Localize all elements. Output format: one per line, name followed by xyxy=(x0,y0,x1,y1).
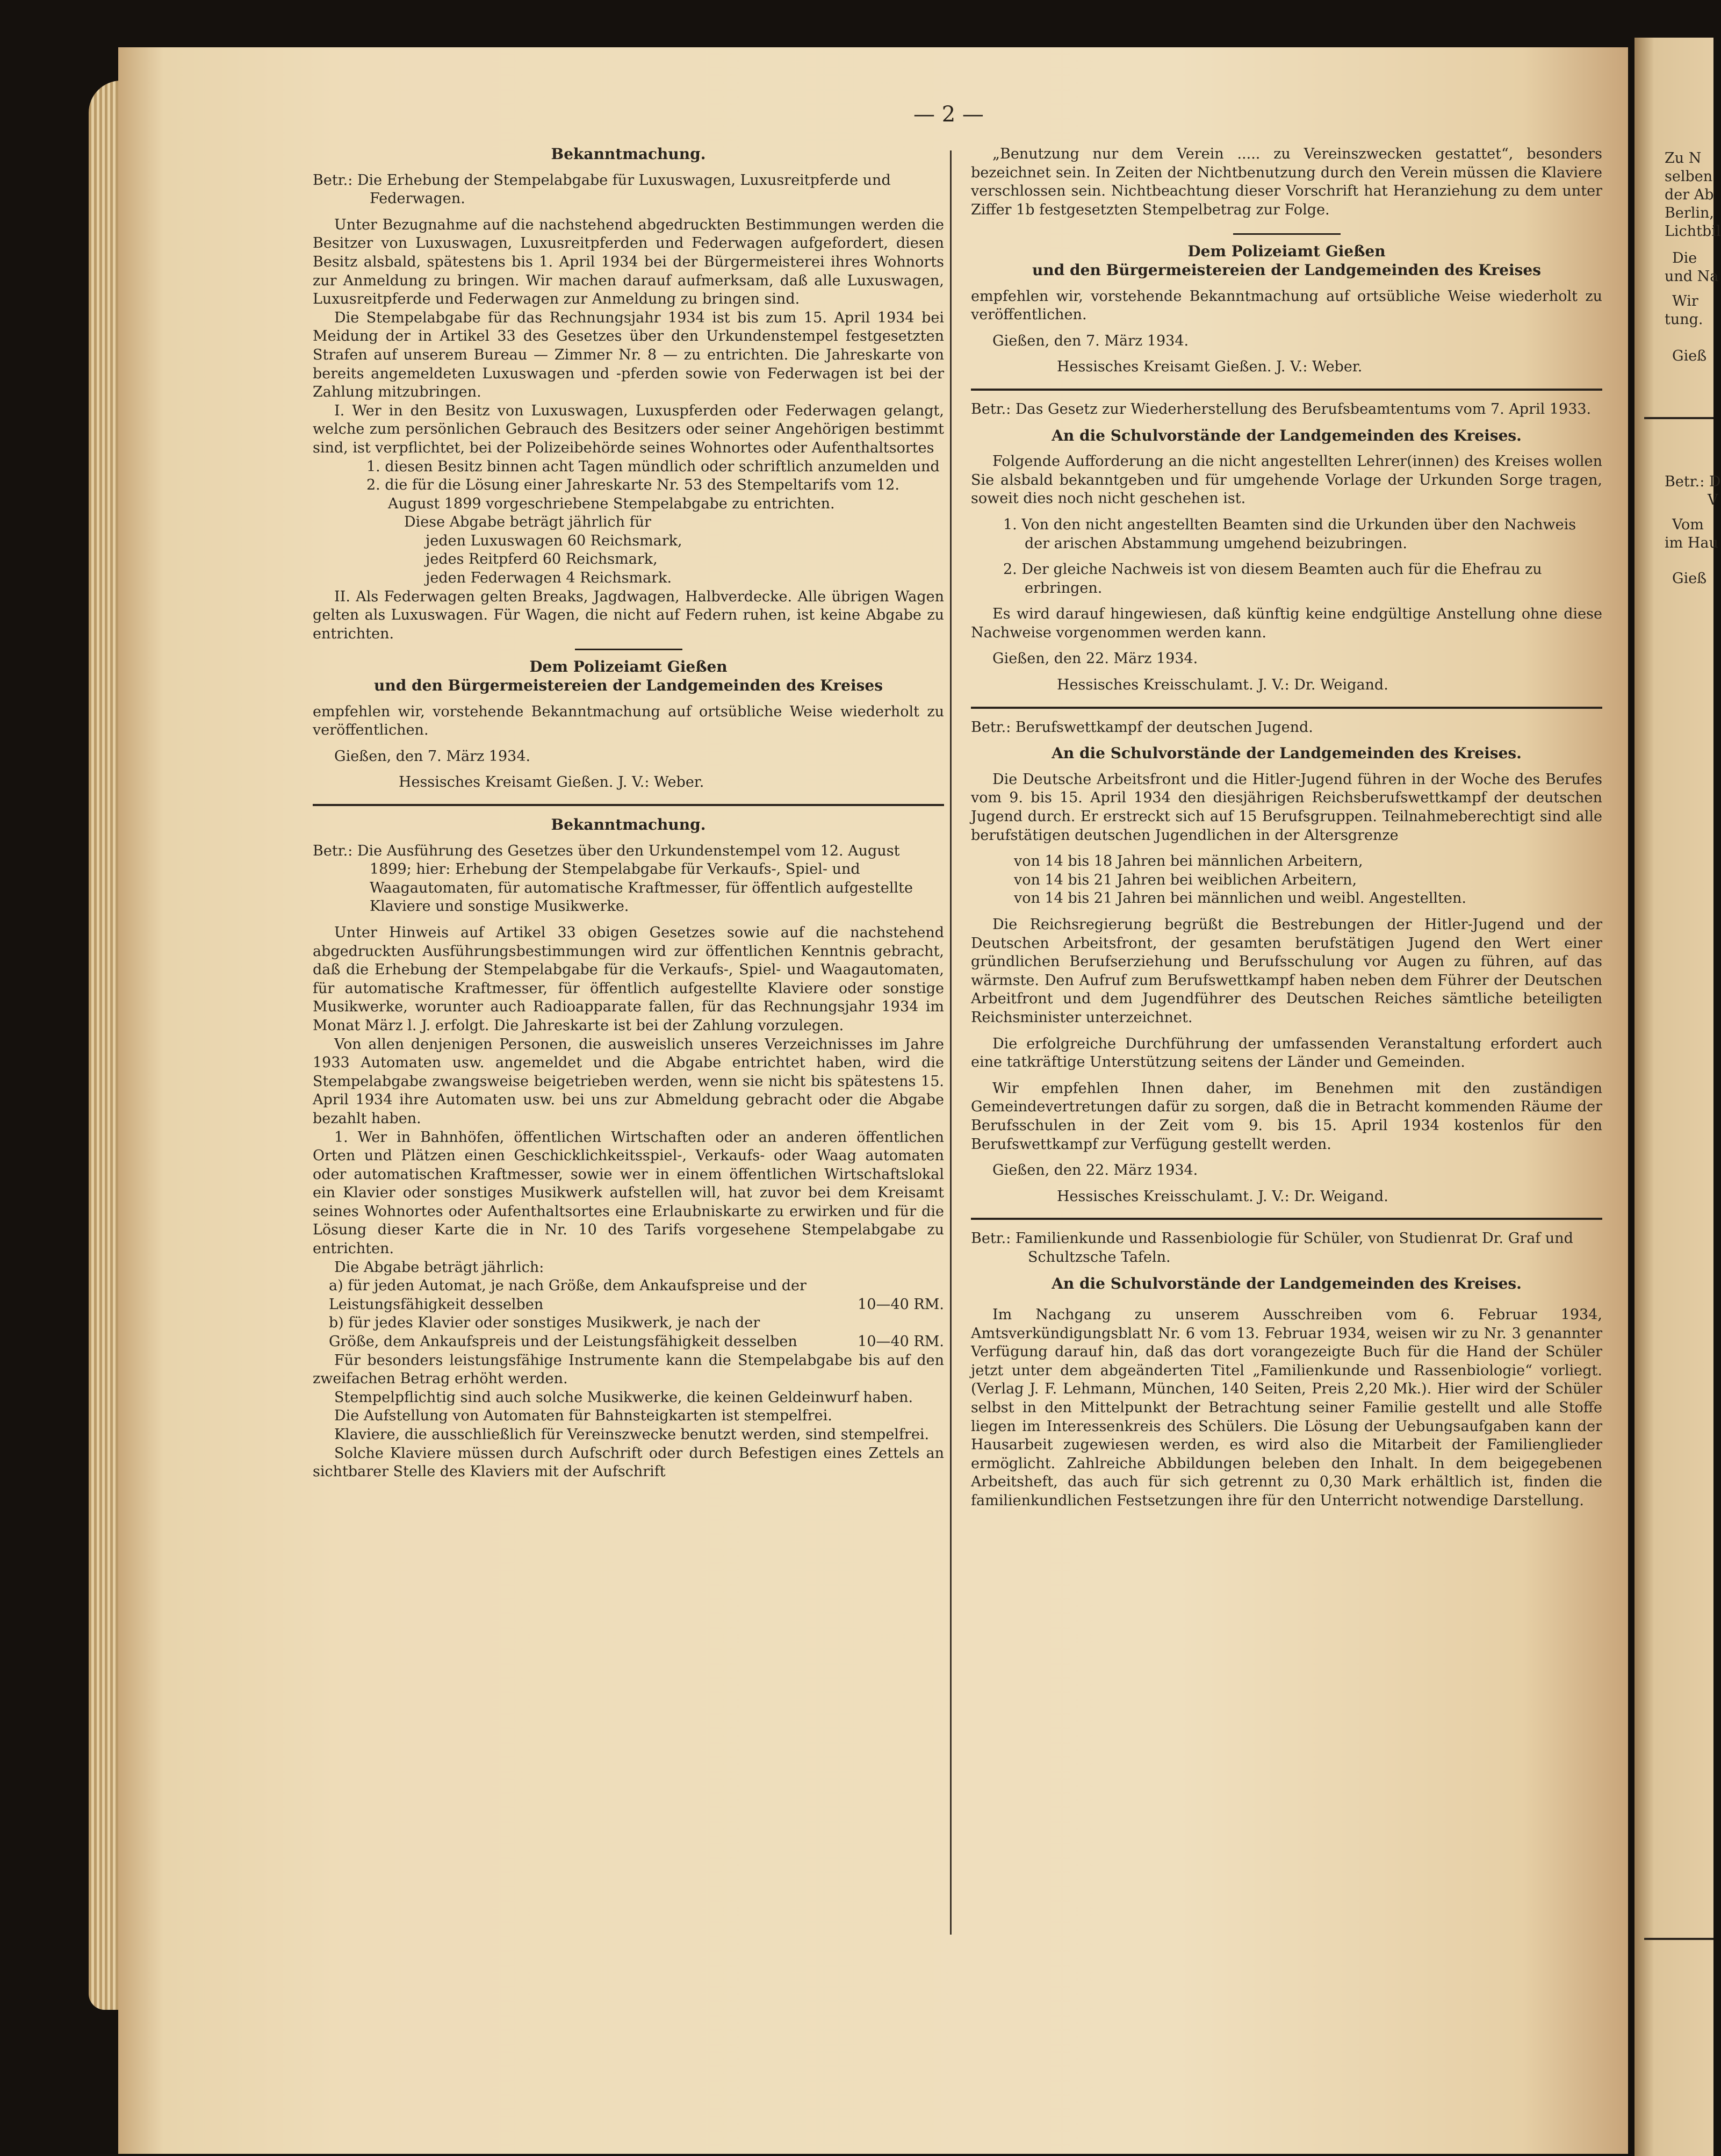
continuation-paragraph: „Benutzung nur dem Verein ..... zu Vereinszwecken gestattet“, besonders bezeichnet sein. In Zeiten der Nichtbenutzung durch den Verein müssen die Klaviere verschlossen sein. Nichtbeachtung dieser Vorschrift hat Heranziehung zu dem unter Ziffer 1b festgesetzten Stempelbetrag zur Folge. xyxy=(971,146,1602,218)
next-page-fragment: tung. xyxy=(1665,311,1703,328)
notice3-signature: Hessisches Kreisschulamt. J. V.: Dr. Weigand. xyxy=(1057,677,1388,694)
notice5-subject: Betr.: Familienkunde und Rassenbiologie für Schüler, von Studienrat Dr. Graf und Schultzsche Tafeln. xyxy=(971,1230,1573,1266)
next-page-fragment: Wir xyxy=(1672,293,1698,310)
short-divider xyxy=(575,649,682,650)
notice3-item-1: 1. Von den nicht angestellten Beamten sind die Urkunden über den Nachweis der arischen Abstammung umgehend beizubringen. xyxy=(1003,516,1576,552)
notice1-item-2: 2. die für die Lösung einer Jahreskarte Nr. 53 des Stempeltarifs vom 12. August 1899 vorgeschriebene Stempelabgabe zu entrichten. xyxy=(366,477,899,512)
notice3-subject: Betr.: Das Gesetz zur Wiederherstellung des Berufsbeamtentums vom 7. April 1933. xyxy=(971,400,1592,418)
recipient-1: Dem Polizeiamt Gießen xyxy=(1187,242,1386,261)
notice1-rate-intro: Diese Abgabe beträgt jährlich für xyxy=(404,514,651,531)
column-divider xyxy=(950,150,952,1935)
next-page-fragment: im Hau xyxy=(1665,535,1718,551)
notice2-rate-intro: Die Abgabe beträgt jährlich: xyxy=(334,1259,544,1276)
page-number: — 2 — xyxy=(913,102,984,127)
next-page-fragment: Gieß xyxy=(1672,348,1707,364)
notice5-address: An die Schulvorstände der Landgemeinden des Kreises. xyxy=(1052,1274,1522,1292)
next-page-fragment: Berlin, xyxy=(1665,205,1714,221)
notice2-paragraph-2: Von allen denjenigen Personen, die ausweislich unseres Verzeichnisses im Jahre 1933 Automaten usw. angemeldet und die Abgabe entrichtet haben, wird die Stempelabgabe zwangsweise beigetrieben werden, wenn sie nicht bis spätestens 15. April 1934 ihre Automaten usw. bei uns zur Abmeldung gebracht oder die Abgabe bezahlt haben. xyxy=(313,1036,944,1127)
notice2-item-a-amount: 10—40 RM. xyxy=(858,1296,944,1313)
next-page-fragment: und Na xyxy=(1665,268,1719,285)
notice2-paragraph-5: Stempelpflichtig sind auch solche Musikwerke, die keinen Geldeinwurf haben. xyxy=(334,1389,913,1406)
notice2-item-a: a) für jeden Automat, je nach Größe, dem Ankaufspreise und der Leistungsfähigkeit desselben xyxy=(329,1277,807,1313)
notice4-address: An die Schulvorstände der Landgemeinden des Kreises. xyxy=(1052,744,1522,763)
notice3-item-2: 2. Der gleiche Nachweis ist von diesem Beamten auch für die Ehefrau zu erbringen. xyxy=(1003,561,1542,597)
left-column xyxy=(313,145,944,1482)
notice4-age-2: von 14 bis 21 Jahren bei weiblichen Arbeitern, xyxy=(1014,871,1357,888)
notice1-paragraph-1: Unter Bezugnahme auf die nachstehend abgedruckten Bestimmungen werden die Besitzer von Luxuswagen, Luxusreitpferden und Federwagen aufgefordert, diesen Besitz alsbald, spätestens bis 1. April 1934 bei der Bürgermeisterei ihres Wohnorts zur Anmeldung zu bringen. Wir machen darauf aufmerksam, daß alle Luxuswagen, Luxusreitpferde und Federwagen zur Anmeldung zu bringen sind. xyxy=(313,216,944,308)
next-page-fragment: Vom xyxy=(1672,516,1704,533)
notice1-rate-1: jeden Luxuswagen 60 Reichsmark, xyxy=(426,532,682,549)
right-column xyxy=(971,145,1602,1511)
notice4-paragraph-1: Die Deutsche Arbeitsfront und die Hitler-Jugend führen in der Woche des Berufes vom 9. bis 15. April 1934 den diesjährigen Reichsberufswettkampf der deutschen Jugend durch. Er erstreckt sich auf 15 Berufsgruppen. Teilnahmeberechtigt sind alle berufstätigen deutschen Jugendlichen in der Altersgrenze xyxy=(971,771,1602,844)
notice4-paragraph-4: Wir empfehlen Ihnen daher, im Benehmen mit den zuständigen Gemeindevertretungen dafür zu sorgen, daß die in Betracht kommenden Räume der Berufsschulen in der Zeit vom 9. bis 15. April 1934 kostenlos für den Berufswettkampf zur Verfügung gestellt werden. xyxy=(971,1080,1602,1153)
next-page-fragment: V xyxy=(1708,492,1718,508)
notice4-subject: Betr.: Berufswettkampf der deutschen Jugend. xyxy=(971,718,1313,736)
notice2-paragraph-6: Die Aufstellung von Automaten für Bahnsteigkarten ist stempelfrei. xyxy=(334,1407,832,1425)
next-page-fragment: Die xyxy=(1672,250,1697,267)
notice4-paragraph-3: Die erfolgreiche Durchführung der umfassenden Veranstaltung erfordert auch eine tatkräftige Unterstützung seitens der Länder und Gemeinden. xyxy=(971,1035,1602,1071)
notice2-paragraph-3: 1. Wer in Bahnhöfen, öffentlichen Wirtschaften oder an anderen öffentlichen Orten und Plätzen einen Geschicklichkeitsspiel-, Verkaufs- oder Waag automaten oder automatischen Kraftmesser, sowie wer in einem öffentlichen Wirtschaftslokal ein Klavier oder sonstiges Musikwerk aufstellen will, hat zuvor bei dem Kreisamt seines Wohnortes oder Aufenthaltsortes eine Erlaubniskarte zu erwirken und für die Lösung dieser Karte die in Nr. 10 des Tarifs vorgesehene Stempelabgabe zu entrichten. xyxy=(313,1129,944,1257)
notice3-paragraph-1: Folgende Aufforderung an die nicht angestellten Lehrer(innen) des Kreises wollen Sie alsbald bekanntgeben und für umgehende Vorlage der Urkunden Sorge tragen, soweit dies noch nicht geschehen ist. xyxy=(971,453,1602,507)
notice1-paragraph-3: I. Wer in den Besitz von Luxuswagen, Luxuspferden oder Federwagen gelangt, welche zum persönlichen Gebrauch des Besitzers oder seiner Angehörigen bestimmt sind, ist verpflichtet, bei der Polizeibehörde seines Wohnortes oder Aufenthaltsortes xyxy=(313,402,944,456)
notice1-recipient-2: und den Bürgermeistereien der Landgemeinden des Kreises xyxy=(374,677,883,695)
notice1-recipient-1: Dem Polizeiamt Gießen xyxy=(529,658,728,676)
section-rule xyxy=(971,389,1602,391)
date: Gießen, den 7. März 1934. xyxy=(992,332,1189,349)
notice4-age-1: von 14 bis 18 Jahren bei männlichen Arbeitern, xyxy=(1014,853,1363,870)
notice4-age-3: von 14 bis 21 Jahren bei männlichen und weibl. Angestellten. xyxy=(1014,890,1466,907)
recipient-2: und den Bürgermeistereien der Landgemeinden des Kreises xyxy=(1032,261,1541,279)
notice4-date: Gießen, den 22. März 1934. xyxy=(992,1162,1198,1179)
next-page-fragment: Zu N xyxy=(1665,150,1702,167)
notice1-recommendation: empfehlen wir, vorstehende Bekanntmachung auf ortsübliche Weise wiederholt zu veröffentlichen. xyxy=(313,703,944,739)
notice2-paragraph-8: Solche Klaviere müssen durch Aufschrift oder durch Befestigen eines Zettels an sichtbarer Stelle des Klaviers mit der Aufschrift xyxy=(313,1444,944,1481)
next-page-rule xyxy=(1644,1938,1713,1940)
next-page-fragment: Gieß xyxy=(1672,570,1707,587)
notice2-paragraph-4: Für besonders leistungsfähige Instrumente kann die Stempelabgabe bis auf den zweifachen Betrag erhöht werden. xyxy=(313,1352,944,1388)
notice3-date: Gießen, den 22. März 1934. xyxy=(992,650,1198,667)
notice2-item-b-amount: 10—40 RM. xyxy=(858,1333,944,1350)
notice2-paragraph-7: Klaviere, die ausschließlich für Vereinszwecke benutzt werden, sind stempelfrei. xyxy=(334,1426,930,1443)
notice2-item-b-row xyxy=(313,1314,944,1351)
notice1-subject: Betr.: Die Erhebung der Stempelabgabe für Luxuswagen, Luxusreitpferde und Federwagen. xyxy=(313,171,891,207)
notice2-paragraph-1: Unter Hinweis auf Artikel 33 obigen Gesetzes sowie auf die nachstehend abgedruckten Ausführungsbestimmungen wird zur öffentlichen Kenntnis gebracht, daß die Erhebung der Stempelabgabe für die Verkaufs-, Spiel- und Waagautomaten, für automatische Kraftmesser, für öffentlich aufgestellte Klaviere oder sonstige Musikwerke, worunter auch Radioapparate fallen, für das Rechnungsjahr 1934 im Monat März l. J. erfolgt. Die Jahreskarte ist bei der Zahlung vorzulegen. xyxy=(313,924,944,1034)
notice1-rate-2: jedes Reitpferd 60 Reichsmark, xyxy=(426,551,658,568)
notice4-paragraph-2: Die Reichsregierung begrüßt die Bestrebungen der Hitler-Jugend und der Deutschen Arbeitsfront, der gesamten berufstätigen Jugend den Wert einer gründlichen Berufserziehung und Berufsschulung vor Augen zu führen, auf das wärmste. Den Aufruf zum Berufswettkampf haben neben dem Führer der Deutschen Arbeitfront und dem Jugendführer des Deutschen Reiches sämtliche beteiligten Reichsminister unterzeichnet. xyxy=(971,916,1602,1026)
signature: Hessisches Kreisamt Gießen. J. V.: Weber. xyxy=(1057,358,1363,376)
notice5-paragraph-1: Im Nachgang zu unserem Ausschreiben vom 6. Februar 1934, Amtsverkündigungsblatt Nr. 6 vom 13. Februar 1934, weisen wir zu Nr. 3 genannter Verfügung darauf hin, daß das dort vorangezeigte Buch für die Hand der Schüler jetzt unter dem abgeänderten Titel „Familienkunde und Rassenbiologie“ vorliegt. (Verlag J. F. Lehmann, München, 140 Seiten, Preis 2,20 Mk.). Hier wird der Schüler selbst in den Mittelpunkt der Betrachtung seiner Familie gestellt und alle Stoffe liegen im Interessenkreis des Schülers. Die Lösung der Uebungsaufgaben kann der Hausarbeit zugewiesen werden, es wird also die Mitarbeit der Familienglieder ermöglicht. Zahlreiche Abbildungen beleben den Inhalt. In dem beigegebenen Arbeitsheft, das auch für sich getrennt zu 0,30 Mark erhältlich ist, finden die familienkundlichen Festsetzungen ihre für den Unterricht notwendige Darstellung. xyxy=(971,1306,1602,1510)
notice4-signature: Hessisches Kreisschulamt. J. V.: Dr. Weigand. xyxy=(1057,1188,1388,1205)
notice2-subject: Betr.: Die Ausführung des Gesetzes über den Urkundenstempel vom 12. August 1899; hier: Erhebung der Stempelabgabe für Verkaufs-, Spiel- und Waagautomaten, für automatische Kraftmesser, für öffentlich aufgestellte Klaviere und sonstige Musikwerke. xyxy=(313,842,913,915)
next-page-fragment: Lichtbil xyxy=(1665,223,1721,240)
notice1-heading: Bekanntmachung. xyxy=(551,145,706,163)
notice2-item-b: b) für jedes Klavier oder sonstiges Musikwerk, je nach der Größe, dem Ankaufspreis und der Leistungsfähigkeit desselben xyxy=(329,1314,797,1350)
notice1-paragraph-2: Die Stempelabgabe für das Rechnungsjahr 1934 ist bis zum 15. April 1934 bei Meidung der in Artikel 33 des Gesetzes über den Urkundenstempel festgesetzten Strafen auf unserem Bureau — Zimmer Nr. 8 — zu entrichten. Die Jahreskarte von bereits angemeldeten Luxuswagen und -pferden sowie von Federwagen ist bei der Zahlung mitzubringen. xyxy=(313,309,944,401)
notice1-rate-3: jeden Federwagen 4 Reichsmark. xyxy=(426,570,672,587)
recommendation: empfehlen wir, vorstehende Bekanntmachung auf ortsübliche Weise wiederholt zu veröffentlichen. xyxy=(971,288,1602,324)
next-page-fragment: Betr.: D xyxy=(1665,473,1721,490)
section-rule xyxy=(971,1218,1602,1220)
short-divider xyxy=(1233,233,1341,235)
next-page-fragment: selben xyxy=(1665,168,1713,185)
notice1-paragraph-4: II. Als Federwagen gelten Breaks, Jagdwagen, Halbverdecke. Alle übrigen Wagen gelten als Luxuswagen. Für Wagen, die nicht auf Federn ruhen, ist keine Abgabe zu entrichten. xyxy=(313,588,944,642)
section-rule xyxy=(313,804,944,806)
next-page-fragment: der Ab xyxy=(1665,186,1714,203)
notice1-signature: Hessisches Kreisamt Gießen. J. V.: Weber. xyxy=(399,774,704,791)
notice1-item-1: 1. diesen Besitz binnen acht Tagen mündlich oder schriftlich anzumelden und xyxy=(366,458,940,475)
notice2-item-a-row xyxy=(313,1277,944,1314)
notice2-heading: Bekanntmachung. xyxy=(551,816,706,833)
section-rule xyxy=(971,707,1602,709)
next-page-rule xyxy=(1644,417,1713,419)
notice1-date: Gießen, den 7. März 1934. xyxy=(334,748,531,765)
notice3-address: An die Schulvorstände der Landgemeinden des Kreises. xyxy=(1052,426,1522,444)
notice3-paragraph-2: Es wird darauf hingewiesen, daß künftig keine endgültige Anstellung ohne diese Nachweise vorgenommen werden kann. xyxy=(971,606,1602,641)
